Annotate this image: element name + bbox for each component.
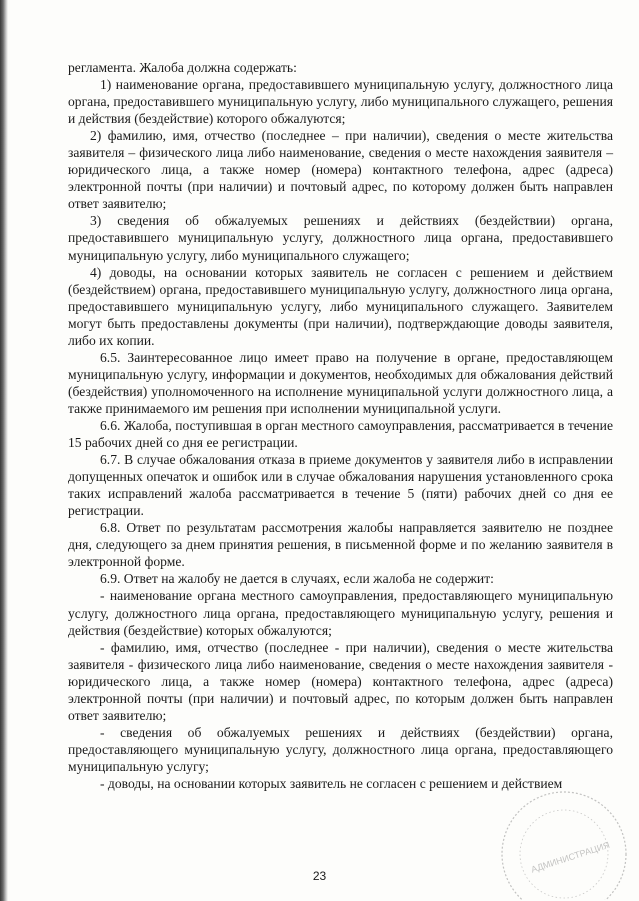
paragraph-bullet-2: - фамилию, имя, отчество (последнее - при наличии), сведения о месте жительства заявителя - физического лица либо наименование, сведения о месте нахождения заявителя - юридического лица, а также номер (номера) контактного телефона, адрес (адреса) электронной почты (при наличии) и почтовый адрес, по которым должен быть направлен ответ заявителю;	[68, 639, 613, 723]
stamp-text: АДМИНИСТРАЦИЯ	[529, 839, 611, 875]
paragraph-bullet-1: - наименование органа местного самоуправления, предоставляющего муниципальную услугу, должностного лица органа, предоставляющего муниципальную услугу, решения и действия (бездействие) которых обжалуются;	[68, 588, 613, 638]
paragraph-item-2: 2) фамилию, имя, отчество (последнее – при наличии), сведения о месте жительства заявителя – физического лица либо наименование, сведения о месте нахождения заявителя – юридического лица, а также номер (номера) контактного телефона, адрес (адреса) электронной почты (при наличии) и почтовый адрес, по которому должен быть направлен ответ заявителю;	[68, 128, 613, 212]
paragraph-6-7: 6.7. В случае обжалования отказа в приеме документов у заявителя либо в исправлении допущенных опечаток и ошибок или в случае обжалования нарушения установленного срока таких исправлений жалоба рассматривается в течение 5 (пяти) рабочих дней со дня ее регистрации.	[68, 452, 613, 519]
paragraph-item-1: 1) наименование органа, предоставившего муниципальную услугу, должностного лица органа, предоставившего муниципальную услугу, либо муниципального служащего, решения и действия (бездействие) которого обжалуются;	[68, 77, 613, 127]
scan-binding-edge	[0, 0, 8, 901]
paragraph-item-4: 4) доводы, на основании которых заявитель не согласен с решением и действием (бездействием) органа, предоставившего муниципальную услугу, должностного лица органа, предоставившего муниципальную услугу, либо муниципального служащего. Заявителем могут быть предоставлены документы (при наличии), подтверждающие доводы заявителя, либо их копии.	[68, 264, 613, 348]
document-body	[68, 59, 613, 792]
paragraph-intro: регламента. Жалоба должна содержать:	[68, 60, 297, 75]
paragraph-6-6: 6.6. Жалоба, поступившая в орган местного самоуправления, рассматривается в течение 15 рабочих дней со дня ее регистрации.	[68, 417, 613, 451]
paragraph-6-5: 6.5. Заинтересованное лицо имеет право на получение в органе, предоставляющем муниципальную услугу, информации и документов, необходимых для обжалования действий (бездействия) уполномоченного на исполнение муниципальной услуги должностного лица, а также принимаемого им решения при исполнении муниципальной услуги.	[68, 349, 613, 416]
paragraph-item-3: 3) сведения об обжалуемых решениях и действиях (бездействии) органа, предоставившего муниципальную услугу, должностного лица органа, предоставившего муниципальную услугу, либо муниципального служащего;	[68, 213, 613, 263]
paragraph-bullet-4: - доводы, на основании которых заявитель не согласен с решением и действием	[100, 775, 563, 791]
paragraph-6-8: 6.8. Ответ по результатам рассмотрения жалобы направляется заявителю не позднее дня, следующего за днем принятия решения, в письменной форме и по желанию заявителя в электронной форме.	[68, 520, 613, 570]
paragraph-6-9: 6.9. Ответ на жалобу не дается в случаях, если жалоба не содержит:	[100, 571, 494, 587]
page-number: 23	[312, 869, 327, 883]
paragraph-bullet-3: - сведения об обжалуемых решениях и действиях (бездействии) органа, предоставляющего муниципальную услугу, должностного лица органа, предоставляющего муниципальную услугу;	[68, 724, 613, 774]
